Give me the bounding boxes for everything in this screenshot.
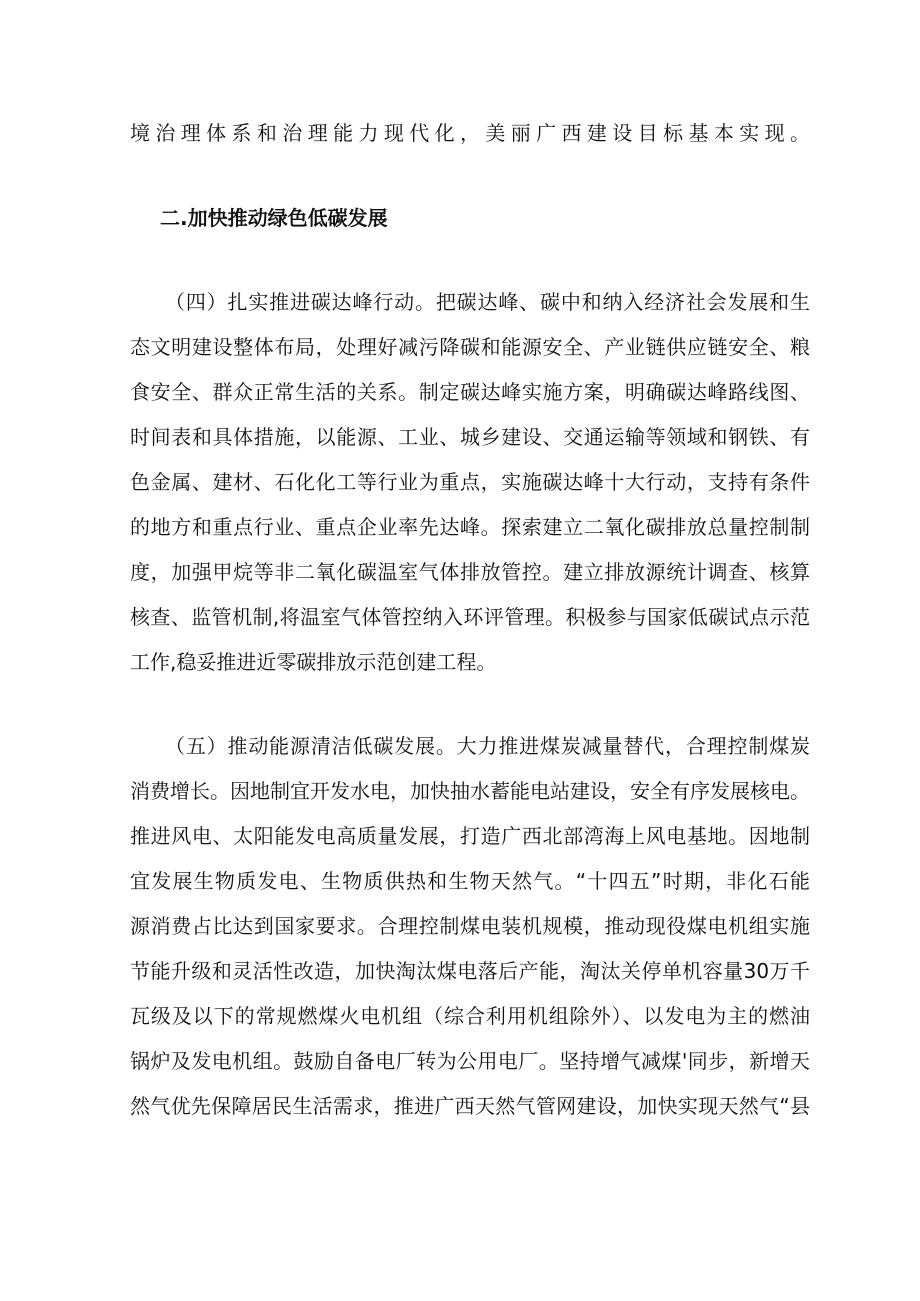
- paragraph-line: 时间表和具体措施，以能源、工业、城乡建设、交通运输等领域和钢铁、有: [130, 425, 810, 449]
- paragraph-line: 度，加强甲烷等非二氧化碳温室气体排放管控。建立排放源统计调查、核算: [130, 560, 810, 584]
- paragraph-line: 的地方和重点行业、重点企业率先达峰。探索建立二氧化碳排放总量控制制: [130, 515, 810, 539]
- paragraph-line: 锅炉及发电机组。鼓励自备电厂转为公用电厂。坚持增气减煤'同步，新增天: [130, 1049, 810, 1073]
- paragraph-line: 宜发展生物质发电、生物质供热和生物天然气。“十四五”时期，非化石能: [130, 869, 810, 893]
- paragraph-line: 源消费占比达到国家要求。合理控制煤电装机规模，推动现役煤电机组实施: [130, 914, 810, 938]
- paragraph-line: 节能升级和灵活性改造，加快淘汰煤电落后产能，淘汰关停单机容量30万千: [130, 959, 810, 983]
- paragraph-line: 瓦级及以下的常规燃煤火电机组（综合利用机组除外）、以发电为主的燃油: [130, 1004, 810, 1028]
- paragraph-line: （四）扎实推进碳达峰行动。把碳达峰、碳中和纳入经济社会发展和生: [165, 290, 810, 314]
- paragraph-line: 消费增长。因地制宜开发水电，加快抽水蓄能电站建设，安全有序发展核电。: [130, 779, 810, 803]
- paragraph-line: 然气优先保障居民生活需求，推进广西天然气管网建设，加快实现天然气“县: [130, 1094, 810, 1118]
- paragraph-line: 食安全、群众正常生活的关系。制定碳达峰实施方案，明确碳达峰路线图、: [130, 380, 810, 404]
- intro-line: 境治理体系和治理能力现代化，美丽广西建设目标基本实现。: [130, 121, 810, 145]
- section-heading: 二.加快推动绿色低碳发展: [160, 206, 388, 230]
- paragraph-line: 色金属、建材、石化化工等行业为重点，实施碳达峰十大行动，支持有条件: [130, 470, 810, 494]
- paragraph-line: 核查、监管机制,将温室气体管控纳入环评管理。积极参与国家低碳试点示范: [130, 605, 810, 629]
- paragraph-line: 态文明建设整体布局，处理好减污降碳和能源安全、产业链供应链安全、粮: [130, 335, 810, 359]
- paragraph-line: 推进风电、太阳能发电高质量发展，打造广西北部湾海上风电基地。因地制: [130, 824, 810, 848]
- paragraph-line: （五）推动能源清洁低碳发展。大力推进煤炭减量替代，合理控制煤炭: [165, 734, 810, 758]
- paragraph-line: 工作,稳妥推进近零碳排放示范创建工程。: [130, 650, 497, 674]
